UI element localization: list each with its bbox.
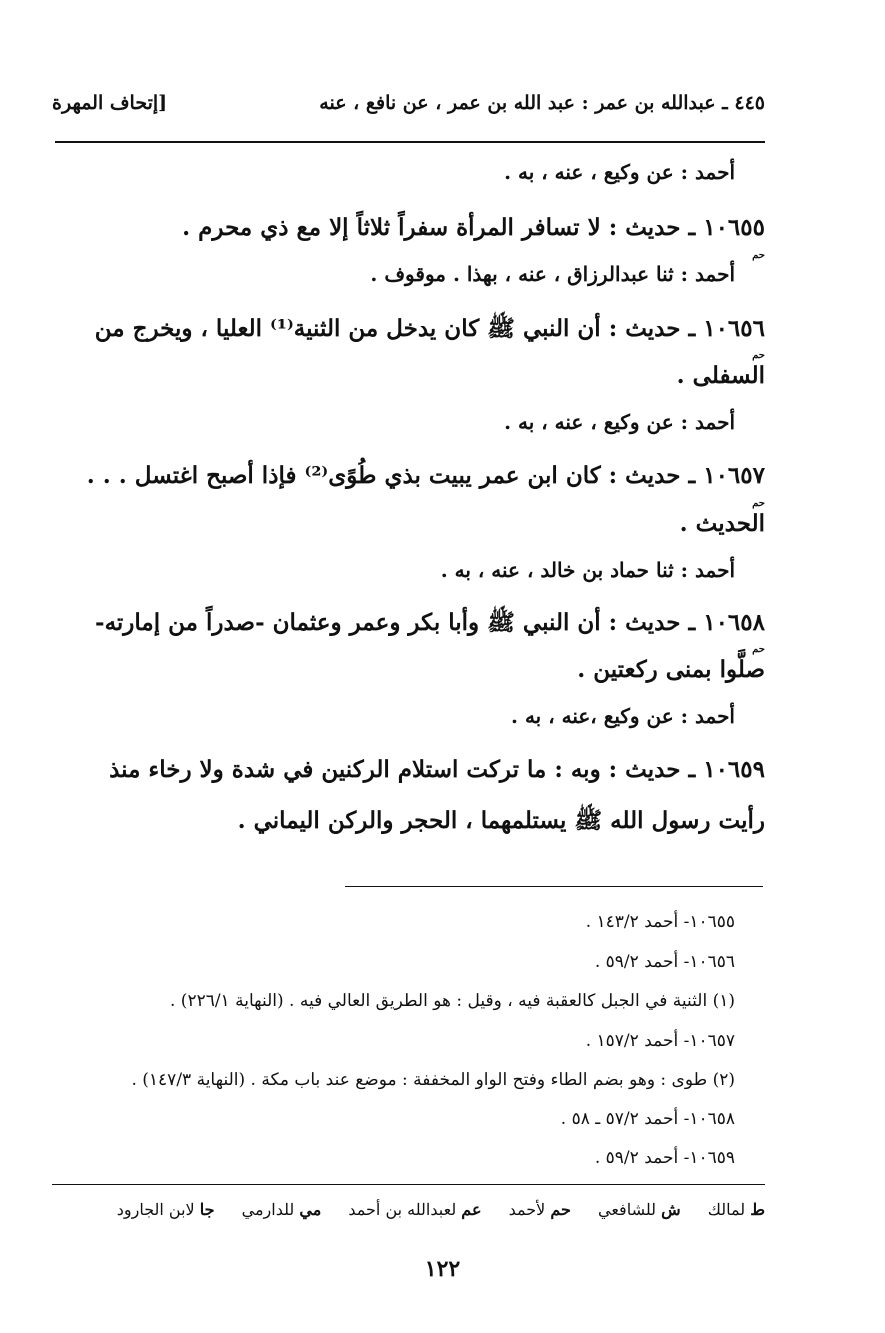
- footnote-line: ١٠٦٥٨- أحمد ٥٧/٢ ـ ٥٨ .: [560, 1109, 735, 1129]
- source-mark: حم: [752, 250, 765, 261]
- abbreviation-legend: [52, 1200, 765, 1219]
- hadith-10656-chain: أحمد : عن وكيع ، عنه ، به .: [504, 410, 735, 434]
- hadith-10655-chain: أحمد : ثنا عبدالرزاق ، عنه ، بهذا . موقوف .: [370, 262, 735, 286]
- source-mark: حم: [752, 644, 765, 655]
- legend-rule: [52, 1184, 765, 1185]
- legend-item: [242, 1200, 322, 1219]
- footnote-line: ١٠٦٥٥- أحمد ١٤٣/٢ .: [585, 912, 735, 932]
- legend-code: مي: [299, 1200, 322, 1219]
- footnote-line: ١٠٦٥٦- أحمد ٥٩/٢ .: [594, 952, 735, 972]
- legend-code: عم: [461, 1200, 482, 1219]
- legend-code: ط: [750, 1200, 765, 1219]
- hadith-10658-chain: أحمد : عن وكيع ،عنه ، به .: [511, 704, 735, 728]
- running-header-book: [إتحاف المهرة: [52, 92, 168, 114]
- hadith-10655-text: ١٠٦٥٥ ـ حديث : لا تسافر المرأة سفراً ثلاثاً إلا مع ذي محرم .: [182, 214, 765, 241]
- legend-text: لمالك: [707, 1200, 746, 1219]
- source-mark: حم: [752, 498, 765, 509]
- hadith-10658-text-cont: صلَّوا بمنى ركعتين .: [577, 656, 765, 683]
- hadith-10656-text-cont: السفلى .: [676, 362, 765, 389]
- legend-item: [348, 1200, 481, 1219]
- running-header-title: ٤٤٥ ـ عبدالله بن عمر : عبد الله بن عمر ، عن نافع ، عنه: [319, 92, 765, 114]
- legend-text: لأحمد: [508, 1200, 546, 1219]
- legend-item: [509, 1200, 571, 1219]
- legend-item: [117, 1200, 215, 1219]
- footnote-line: (٢) طوى : وهو بضم الطاء وفتح الواو المخففة : موضع عند باب مكة . (النهاية ١٤٧/٣) .: [131, 1070, 735, 1090]
- footnote-rule: [345, 886, 763, 887]
- legend-item: [708, 1200, 765, 1219]
- legend-code: جا: [199, 1200, 215, 1219]
- hadith-10658-text: ١٠٦٥٨ ـ حديث : أن النبي ﷺ وأبا بكر وعمر وعثمان -صدراً من إمارته-: [95, 609, 765, 636]
- footnote-line: ١٠٦٥٧- أحمد ١٥٧/٢ .: [585, 1031, 735, 1051]
- hadith-10657-text: ١٠٦٥٧ ـ حديث : كان ابن عمر يبيت بذي طُوًى⁽²⁾ فإذا أصبح اغتسل . . .: [86, 462, 765, 489]
- hadith-10656-text: ١٠٦٥٦ ـ حديث : أن النبي ﷺ كان يدخل من الثنية⁽¹⁾ العليا ، ويخرج من: [94, 315, 765, 342]
- hadith-10659-text: ١٠٦٥٩ ـ حديث : وبه : ما تركت استلام الركنين في شدة ولا رخاء منذ: [109, 756, 765, 783]
- legend-item: [598, 1200, 681, 1219]
- hadith-10657-chain: أحمد : ثنا حماد بن خالد ، عنه ، به .: [440, 558, 735, 582]
- header-rule: [55, 141, 765, 143]
- footnote-line: ١٠٦٥٩- أحمد ٥٩/٢ .: [594, 1148, 735, 1168]
- page-number: ١٢٢: [424, 1256, 461, 1282]
- legend-text: للشافعي: [598, 1200, 657, 1219]
- hadith-10657-text-cont: الحديث .: [679, 510, 765, 537]
- legend-code: ش: [661, 1200, 681, 1219]
- legend-text: لعبدالله بن أحمد: [348, 1200, 457, 1219]
- legend-text: للدارمي: [241, 1200, 295, 1219]
- chain-line: أحمد : عن وكيع ، عنه ، به .: [504, 160, 735, 184]
- hadith-10659-text-cont: رأيت رسول الله ﷺ يستلمهما ، الحجر والركن اليماني .: [237, 807, 765, 834]
- source-mark: حم: [752, 350, 765, 361]
- legend-text: لابن الجارود: [116, 1200, 195, 1219]
- legend-code: حم: [550, 1200, 571, 1219]
- footnote-line: (١) الثنية في الجبل كالعقبة فيه ، وقيل : هو الطريق العالي فيه . (النهاية ٢٢٦/١) .: [169, 991, 735, 1011]
